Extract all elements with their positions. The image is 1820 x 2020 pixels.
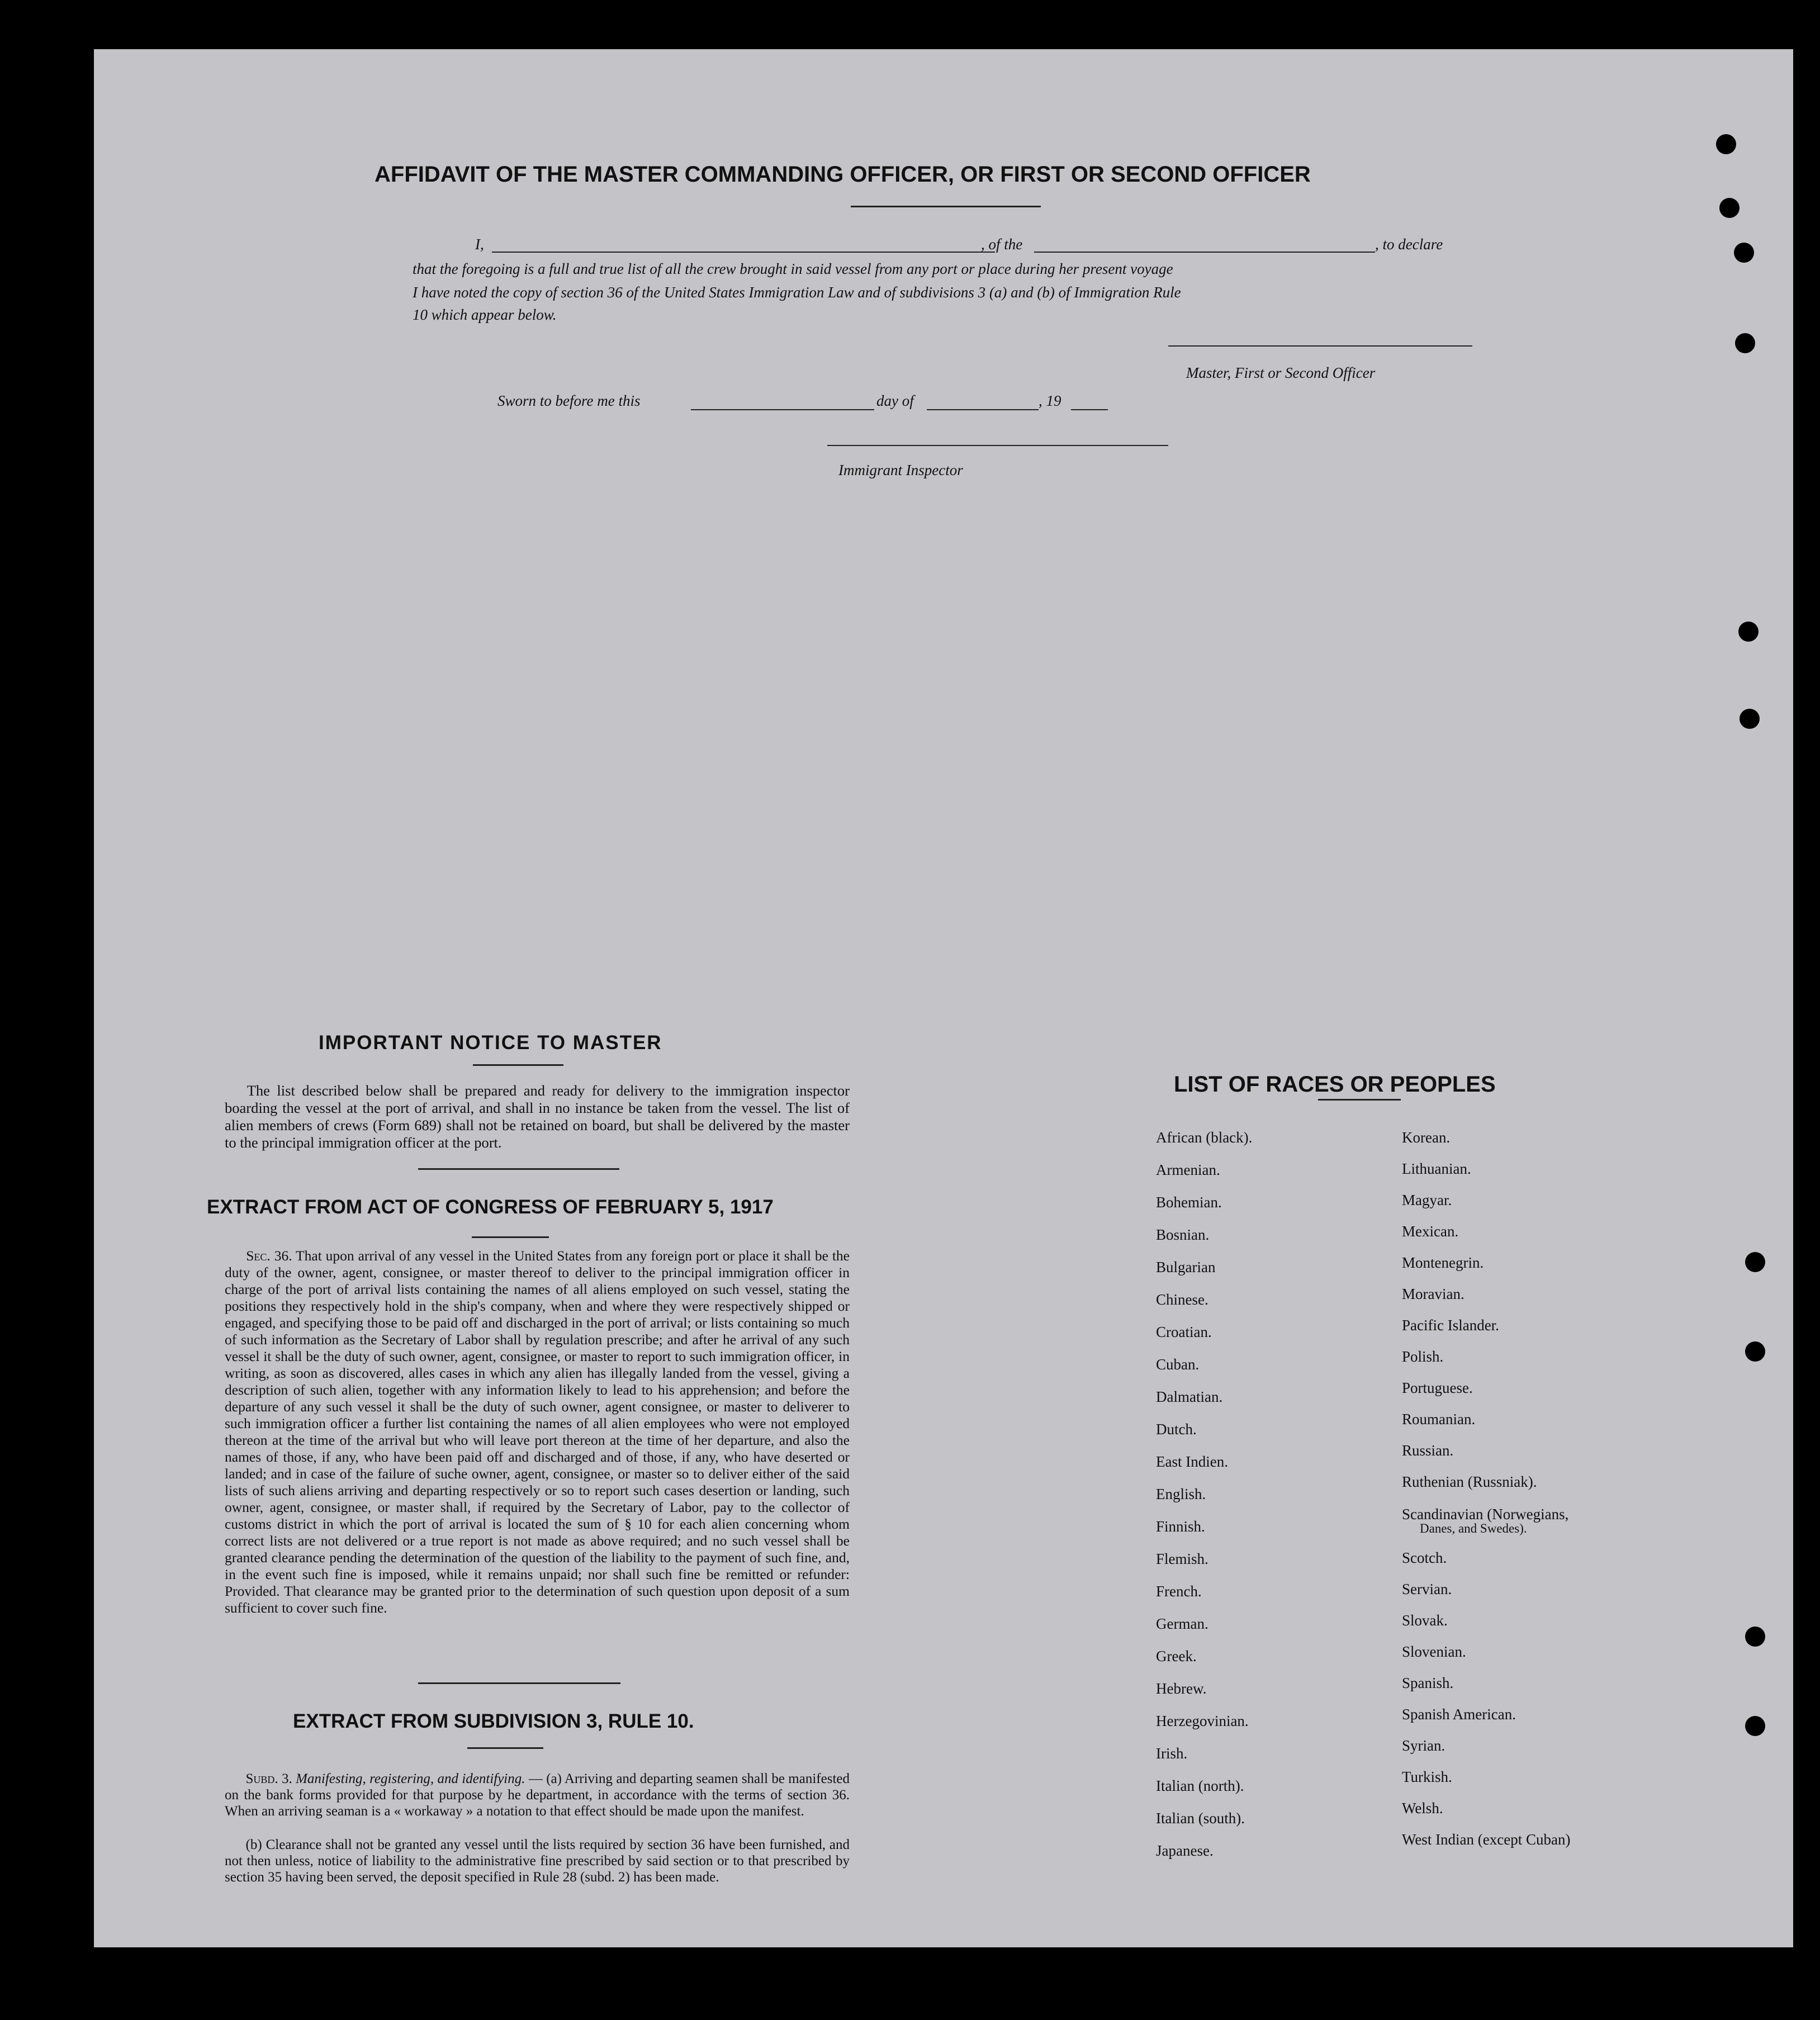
signature-line[interactable] xyxy=(1168,345,1472,347)
race-item: French. xyxy=(1156,1583,1202,1600)
punch-hole xyxy=(1740,709,1760,729)
race-item: Bohemian. xyxy=(1156,1194,1222,1211)
document-page xyxy=(94,49,1793,1947)
inspector-label: Immigrant Inspector xyxy=(838,462,963,478)
punch-hole xyxy=(1745,1627,1765,1647)
rule-text-a xyxy=(225,1771,850,1819)
punch-hole xyxy=(1745,1252,1765,1272)
sworn-date-blank[interactable] xyxy=(691,409,874,410)
race-item: Ruthenian (Russniak). xyxy=(1402,1473,1537,1490)
race-item: Lithuanian. xyxy=(1402,1160,1471,1177)
act-section-body: That upon arrival of any vessel in the United States from any foreign port or place it shall be the duty of the owner, agent, consignee, or master thereof to deliver to the principal immigration officer in charge of the port of arrival lists containing the names of all aliens employed on such vessel, stating the positions they respectively hold in the ship's company, when and where they were respectively shipped or engaged, and specifying those to be paid off and discharged in the port of arrival; or lists containing so much of such information as the Secretary of Labor shall by regulation prescribe; and after he arrival of any such vessel it shall be the duty of such owner, agent, consignee, or master to report to such immigration officer, in writing, as soon as discovered, alles cases in which any alien has illegally landed from the vessel, giving a description of such alien, together with any information likely to lead to his apprehension; and before the departure of any such vessel it shall be the duty of such owner, agent consignee, or master to deliverer to such immigration officer a further list containing the names of all alien employees who were not employed thereon at the time of the arrival but who will leave port thereon at the time of her departure, and also the names of those, if any, who have been paid off and discharged and of those, if any, who have deserted or landed; and in case of the failure of suche owner, agent, consignee, or master so to deliver either of the said lists of such aliens arriving and departing respectively or so to report such cases desertion or landing, such owner, agent, consignee, or master shall, if required by the Secretary of Labor, pay to the collector of customs district in which the port of arrival is located the sum of § 10 for each alien concerning whom correct lists are not delivered or a true report is not made as above required; and no such vessel shall be granted clearance pending the determination of the question of the liability to the payment of such fine, and, in the event such fine is imposed, while it remains unpaid; nor shall such fine be remitted or refunder: Provided. That clearance may be granted prior to the determination of such question upon deposit of a sum sufficient to cover such fine. xyxy=(225,1248,850,1616)
race-item: Italian (north). xyxy=(1156,1777,1244,1794)
rule-text-b: (b) Clearance shall not be granted any vessel until the lists required by section 36 have been furnished, and not then unless, notice of liability to the administrative fine prescribed by said section or to that prescribed by section 35 having been served, the deposit specified in Rule 28 (subd. 2) has been made. xyxy=(225,1837,850,1885)
race-item: English. xyxy=(1156,1486,1206,1502)
inspector-signature-line[interactable] xyxy=(827,445,1168,446)
affidavit-line4: 10 which appear below. xyxy=(413,306,557,323)
divider xyxy=(418,1682,620,1684)
rule-subd-label: Subd. 3. xyxy=(245,1771,292,1786)
race-item: Montenegrin. xyxy=(1402,1254,1484,1271)
race-item: Russian. xyxy=(1402,1442,1454,1459)
notice-text: The list described below shall be prepared and ready for delivery to the immigration inspector boarding the vessel at the port of arrival, and shall in no instance be taken from the vessel. The list of alien members of crews (Form 689) shall not be retained on board, but shall be delivered by the master to the principal immigration officer at the port. xyxy=(225,1082,850,1151)
punch-hole xyxy=(1745,1341,1765,1362)
affidavit-line3: I have noted the copy of section 36 of the United States Immigration Law and of subdivisions 3 (a) and (b) of Immigration Rule xyxy=(413,284,1181,301)
race-item: East Indien. xyxy=(1156,1453,1228,1470)
race-item: Cuban. xyxy=(1156,1356,1200,1373)
race-item: Korean. xyxy=(1402,1129,1451,1146)
race-item: Flemish. xyxy=(1156,1550,1208,1567)
race-item: Syrian. xyxy=(1402,1737,1445,1754)
race-item: Bulgarian xyxy=(1156,1259,1216,1275)
race-item: Danes, and Swedes). xyxy=(1420,1521,1527,1535)
master-label: Master, First or Second Officer xyxy=(1186,364,1376,381)
race-item: Portuguese. xyxy=(1402,1379,1473,1396)
race-item: Scandinavian (Norwegians, xyxy=(1402,1506,1569,1523)
day-of-label: day of xyxy=(876,392,914,409)
rule-subd-a: — (a) Arriving and departing seamen shall be manifested on the bank forms provided for that purpose by he department, in accordance with the terms of section 36. When an arriving seaman is a « workaway » a notation to that effect should be made upon the manifest. xyxy=(225,1771,850,1819)
title-underline xyxy=(851,206,1041,207)
sworn-label: Sworn to before me this xyxy=(497,392,641,409)
punch-hole xyxy=(1738,622,1759,642)
race-item: Japanese. xyxy=(1156,1842,1214,1859)
race-item: Herzegovinian. xyxy=(1156,1713,1249,1729)
race-item: Hebrew. xyxy=(1156,1680,1207,1697)
race-item: Magyar. xyxy=(1402,1192,1452,1208)
race-item: Pacific Islander. xyxy=(1402,1317,1499,1334)
rule-underline xyxy=(467,1747,543,1749)
declare-label: , to declare xyxy=(1375,236,1443,253)
act-text xyxy=(225,1248,850,1616)
race-item: Moravian. xyxy=(1402,1286,1464,1302)
punch-hole xyxy=(1716,134,1736,154)
punch-hole xyxy=(1719,198,1740,218)
notice-title: IMPORTANT NOTICE TO MASTER xyxy=(319,1032,662,1054)
divider xyxy=(418,1168,619,1170)
race-item: Slovak. xyxy=(1402,1612,1448,1629)
race-item: African (black). xyxy=(1156,1129,1253,1146)
races-underline xyxy=(1318,1099,1401,1101)
affidavit-line2: that the foregoing is a full and true list of all the crew brought in said vessel from any port or place during her present voyage xyxy=(413,260,1173,277)
race-item: Finnish. xyxy=(1156,1518,1205,1535)
act-underline xyxy=(472,1236,549,1238)
rule-subd-heading: Manifesting, registering, and identifying. xyxy=(296,1771,525,1786)
act-section-label: Sec. 36. xyxy=(246,1248,292,1264)
i-label: I, xyxy=(475,236,484,253)
race-item: Armenian. xyxy=(1156,1161,1220,1178)
affidavit-title: AFFIDAVIT OF THE MASTER COMMANDING OFFICER, OR FIRST OR SECOND OFFICER xyxy=(375,162,1311,187)
sworn-year-blank[interactable] xyxy=(1071,409,1108,410)
race-item: Polish. xyxy=(1402,1348,1444,1365)
race-item: Welsh. xyxy=(1402,1800,1443,1817)
sworn-line xyxy=(497,392,1179,411)
vessel-blank[interactable] xyxy=(1034,252,1375,253)
race-item: Mexican. xyxy=(1402,1223,1459,1240)
race-item: Irish. xyxy=(1156,1745,1188,1762)
race-item: Dutch. xyxy=(1156,1421,1197,1438)
race-item: West Indian (except Cuban) xyxy=(1402,1831,1571,1848)
race-item: Turkish. xyxy=(1402,1768,1452,1785)
race-item: Spanish. xyxy=(1402,1675,1454,1691)
race-item: German. xyxy=(1156,1615,1208,1632)
punch-hole xyxy=(1734,243,1754,263)
affidavit-line1 xyxy=(475,236,1476,254)
year-label: , 19 xyxy=(1039,392,1061,409)
race-item: Slovenian. xyxy=(1402,1643,1466,1660)
punch-hole xyxy=(1745,1716,1765,1736)
race-item: Dalmatian. xyxy=(1156,1388,1223,1405)
races-title: LIST OF RACES OR PEOPLES xyxy=(1174,1072,1496,1097)
name-blank[interactable] xyxy=(492,252,995,253)
race-item: Chinese. xyxy=(1156,1291,1208,1308)
act-title: EXTRACT FROM ACT OF CONGRESS OF FEBRUARY 5, 1917 xyxy=(207,1196,774,1218)
race-item: Scotch. xyxy=(1402,1549,1447,1566)
of-the-label: , of the xyxy=(981,236,1023,253)
race-item: Italian (south). xyxy=(1156,1810,1245,1827)
race-item: Croatian. xyxy=(1156,1324,1212,1340)
race-item: Servian. xyxy=(1402,1581,1452,1597)
race-item: Roumanian. xyxy=(1402,1411,1476,1428)
race-item: Bosnian. xyxy=(1156,1226,1210,1243)
sworn-month-blank[interactable] xyxy=(927,409,1039,410)
rule-title: EXTRACT FROM SUBDIVISION 3, RULE 10. xyxy=(293,1710,694,1732)
race-item: Greek. xyxy=(1156,1648,1197,1665)
race-item: Spanish American. xyxy=(1402,1706,1516,1723)
punch-hole xyxy=(1735,333,1755,353)
notice-underline xyxy=(473,1064,563,1066)
